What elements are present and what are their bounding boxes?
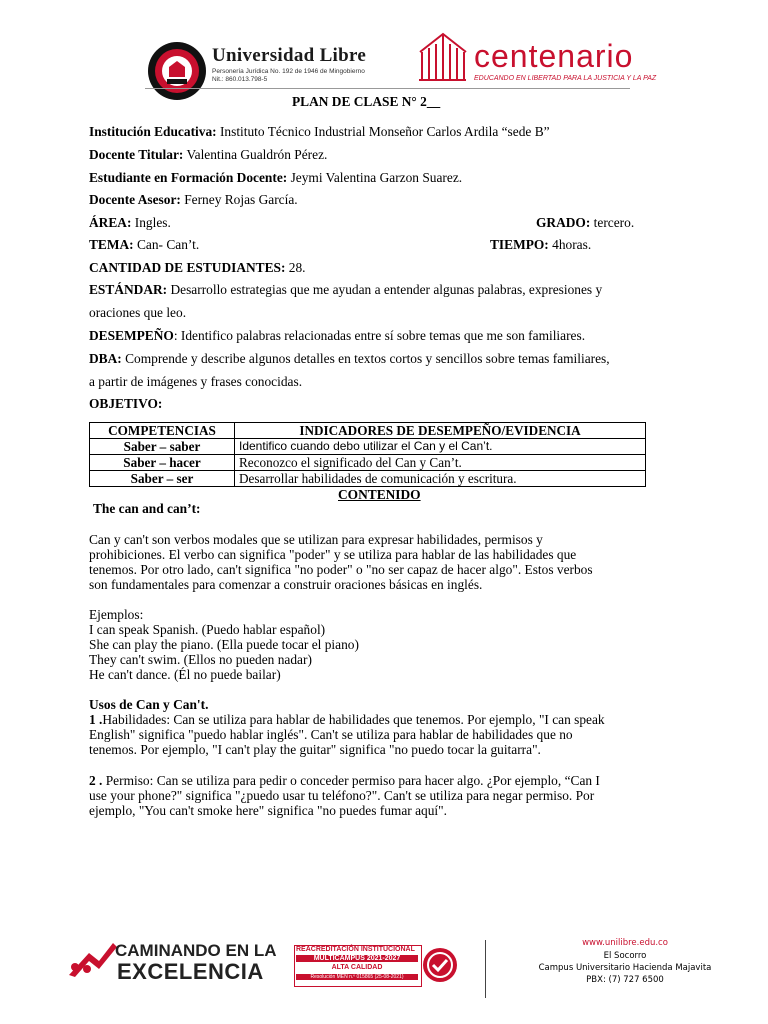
field-objetivo: OBJETIVO: — [89, 396, 163, 411]
uso-2-line — [89, 773, 600, 789]
field-area — [89, 215, 171, 231]
centenario-building-logo — [417, 30, 467, 82]
field-label: Docente Asesor: — [89, 192, 181, 207]
content-subheading: The can and can’t: — [93, 501, 201, 516]
field-dba-cont: a partir de imágenes y frases conocidas. — [89, 374, 303, 389]
field-desempeno — [89, 328, 585, 344]
field-institucion — [89, 124, 550, 140]
usos-heading: Usos de Can y Can't. — [89, 697, 209, 712]
uso-2-line: use your phone?" significa "¿puedo usar tu teléfono?". Can't se utiliza para negar permiso. Por — [89, 788, 595, 803]
field-label: ESTÁNDAR: — [89, 282, 168, 297]
footer-url[interactable]: www.unilibre.edu.co — [582, 938, 668, 948]
university-name: Universidad Libre — [212, 45, 367, 66]
competencias-table — [89, 422, 646, 487]
acr-line-4: Resolución MEN n.º 015865 (25-08-2021) — [296, 974, 418, 980]
centenario-tagline: EDUCANDO EN LIBERTAD PARA LA JUSTICIA Y LA PAZ — [474, 75, 657, 82]
table-header-cell: COMPETENCIAS — [90, 423, 235, 439]
field-value: Can- Can’t. — [133, 237, 200, 252]
table-cell-competencia: Saber – saber — [90, 439, 235, 455]
field-label: DBA: — [89, 351, 122, 366]
acreditacion-badge — [294, 945, 458, 985]
intro-line: son fundamentales para comenzar a construir oraciones básicas en inglés. — [89, 577, 483, 592]
field-value: Valentina Gualdrón Pérez. — [183, 147, 328, 162]
footer-city: El Socorro — [603, 951, 647, 961]
table-cell-competencia: Saber – ser — [90, 471, 235, 487]
field-value: : Identifico palabras relacionadas entre sí sobre temas que me son familiares. — [173, 328, 586, 343]
header-divider — [145, 88, 630, 89]
field-label: TEMA: — [89, 237, 134, 252]
field-value: tercero. — [590, 215, 635, 230]
field-docente-titular — [89, 147, 327, 163]
example-line: I can speak Spanish. (Puedo hablar español) — [89, 622, 326, 637]
field-grado — [536, 215, 634, 231]
centenario-wordmark: centenario — [474, 38, 634, 74]
field-label: GRADO: — [536, 215, 591, 230]
slogan-line-2: EXCELENCIA — [117, 959, 264, 984]
acr-line-2: MULTICAMPUS 2021-2027 — [296, 955, 418, 962]
footer-campus: Campus Universitario Hacienda Majavita — [538, 963, 712, 973]
footer-pbx: PBX: (7) 727 6500 — [586, 975, 664, 985]
university-nit-line: Nit.: 860.013.798-5 — [212, 76, 268, 83]
uso-text: Permiso: Can se utiliza para pedir o conceder permiso para hacer algo. ¿Por ejemplo, “Can I — [102, 773, 600, 788]
arrow-people-icon — [65, 937, 121, 982]
table-header-row — [90, 423, 646, 439]
table-row — [90, 471, 646, 487]
intro-line: Can y can't son verbos modales que se utilizan para expresar habilidades, permisos y — [89, 532, 543, 547]
table-row — [90, 455, 646, 471]
uso-1-line — [89, 712, 605, 728]
uso-1-line: tenemos. Por ejemplo, "I can't play the guitar" significa "no puedo tocar la guitarra". — [89, 742, 541, 757]
uso-text: Habilidades: Can se utiliza para hablar de habilidades que tenemos. Por ejemplo, "I can speak — [102, 712, 605, 727]
check-seal-icon — [422, 947, 458, 983]
field-value: Comprende y describe algunos detalles en textos cortos y sencillos sobre temas familiares, — [121, 351, 610, 366]
example-line: She can play the piano. (Ella puede tocar el piano) — [89, 637, 359, 652]
field-label: TIEMPO: — [490, 237, 549, 252]
field-estandar-cont: oraciones que leo. — [89, 305, 187, 320]
caminando-excelencia-logo — [65, 937, 285, 982]
field-value: Jeymi Valentina Garzon Suarez. — [287, 170, 463, 185]
field-value: Desarrollo estrategias que me ayudan a entender algunas palabras, expresiones y — [167, 282, 603, 297]
field-tema — [89, 237, 199, 253]
field-label: DESEMPEÑO — [89, 328, 174, 343]
uso-1-line: English" significa "puedo hablar inglés". Can't se utiliza para hablar de habilidades que no — [89, 727, 573, 742]
field-label: Docente Titular: — [89, 147, 184, 162]
table-cell-indicador: Desarrollar habilidades de comunicación y escritura. — [235, 471, 646, 487]
uso-2-line: ejemplo, "You can't smoke here" significa "no puedes fumar aquí". — [89, 803, 447, 818]
slogan-line-1: CAMINANDO EN LA — [115, 941, 277, 960]
universidad-libre-seal-logo — [147, 41, 207, 101]
table-row — [90, 439, 646, 455]
field-estudiante — [89, 170, 462, 186]
content-heading: CONTENIDO — [338, 487, 421, 502]
field-docente-asesor — [89, 192, 298, 208]
field-value: 28. — [285, 260, 306, 275]
field-label: CANTIDAD DE ESTUDIANTES: — [89, 260, 286, 275]
field-label: Institución Educativa: — [89, 124, 217, 139]
document-title: PLAN DE CLASE N° 2__ — [292, 94, 441, 109]
table-header-cell: INDICADORES DE DESEMPEÑO/EVIDENCIA — [235, 423, 646, 439]
field-cantidad — [89, 260, 306, 276]
table-cell-indicador: Reconozco el significado del Can y Can’t. — [235, 455, 646, 471]
field-dba — [89, 351, 610, 367]
field-value: 4horas. — [548, 237, 592, 252]
field-value: Ingles. — [131, 215, 171, 230]
acr-line-3: ALTA CALIDAD — [331, 964, 383, 971]
field-tiempo — [490, 237, 591, 253]
table-cell-indicador: Identifico cuando debo utilizar el Can y el Can’t. — [235, 439, 646, 455]
uso-number: 2 . — [89, 773, 103, 788]
university-legal-line: Personería Jurídica No. 192 de 1946 de Mingobierno — [212, 68, 365, 75]
field-value: Ferney Rojas García. — [180, 192, 298, 207]
field-label: Estudiante en Formación Docente: — [89, 170, 288, 185]
table-cell-competencia: Saber – hacer — [90, 455, 235, 471]
intro-line: tenemos. Por otro lado, can't significa "no poder" o "no ser capaz de hacer algo". Estos verbos — [89, 562, 593, 577]
footer-divider — [485, 940, 486, 998]
field-value: Instituto Técnico Industrial Monseñor Carlos Ardila “sede B” — [216, 124, 550, 139]
field-estandar — [89, 282, 602, 298]
example-line: They can't swim. (Ellos no pueden nadar) — [89, 652, 312, 667]
example-line: He can't dance. (Él no puede bailar) — [89, 667, 281, 682]
examples-label: Ejemplos: — [89, 607, 144, 622]
uso-number: 1 . — [89, 712, 103, 727]
field-label: ÁREA: — [89, 215, 132, 230]
acr-line-1: REACREDITACIÓN INSTITUCIONAL — [296, 946, 415, 953]
intro-line: prohibiciones. El verbo can significa "poder" y se utiliza para hablar de las habilidades que — [89, 547, 577, 562]
